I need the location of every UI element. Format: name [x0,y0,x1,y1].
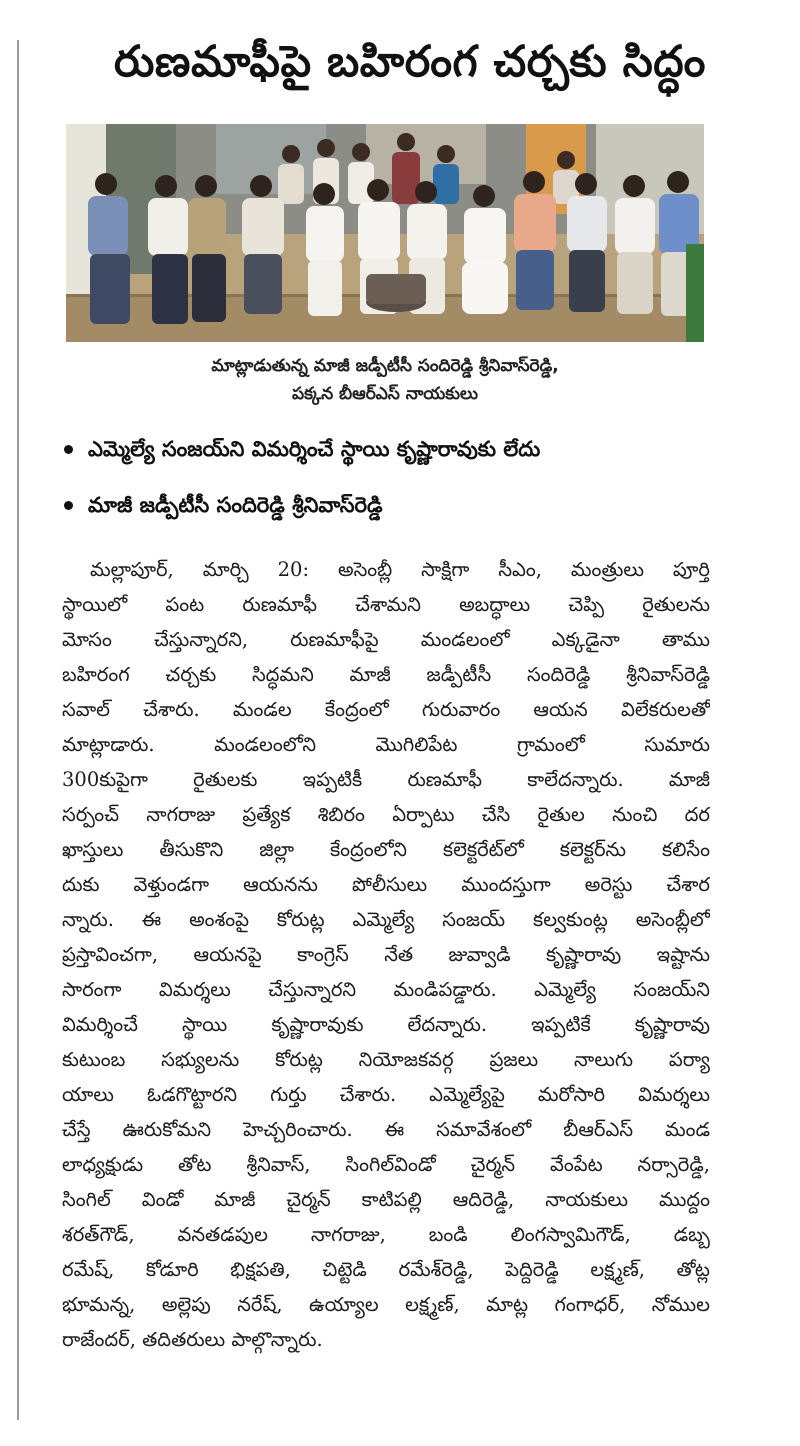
article-line: మోసం చేస్తున్నారని, రుణమాఫీపై మండలంలో ఎక్కడైనా తాము [62,628,710,651]
article-line: భూమన్న, అల్లెపు నరేష్, ఉయ్యాల లక్ష్మణ్, మాట్ల గంగాధర్, నోముల [62,1293,710,1316]
highlight-list [58,432,778,544]
article-line: విమర్శించే స్థాయి కృష్ణారావుకు లేదన్నారు. ఇప్పటికే కృష్ణారావు [62,1013,710,1036]
article-line: సవాల్ చేశారు. మండల కేంద్రంలో గురువారం ఆయన విలేకరులతో [62,698,710,721]
highlight-item: ఎమ్మెల్యే సంజయ్‌ని విమర్శించే స్థాయి కృష్ణారావుకు లేదు [58,432,778,488]
article-line: రమేష్, కోడూరి భిక్షపతి, చిట్టెడి రమేశ్‌రెడ్డి, పెద్దిరెడ్డి లక్ష్మణ్, తోట్ల [62,1258,710,1281]
article-line: దుకు వెళ్తుండగా ఆయనను పోలీసులు ముందస్తుగా అరెస్టు చేశార [62,873,710,896]
article-line: లాధ్యక్షుడు తోట శ్రీనివాస్, సింగిల్‌విండో చైర్మన్ వేంపేట నర్సారెడ్డి, [62,1153,710,1176]
photo-caption [66,352,704,408]
caption-line: పక్కన బీఆర్‌ఎస్ నాయకులు [292,384,478,404]
article-line: యాలు ఓడగొట్టారని గుర్తు చేశారు. ఎమ్మెల్యేపై మరోసారి విమర్శలు [62,1083,710,1106]
caption-line: మాట్లాడుతున్న మాజీ జడ్పీటీసీ సందిరెడ్డి శ్రీనివాస్‌రెడ్డి, [211,356,559,376]
headline: రుణమాఫీపై బహిరంగ చర్చకు సిద్ధం [114,37,706,87]
article-line: సారంగా విమర్శలు చేస్తున్నారని మండిపడ్డారు. ఎమ్మెల్యే సంజయ్‌ని [62,978,710,1001]
article-line: బహిరంగ చర్చకు సిద్ధమని మాజీ జడ్పీటీసీ సందిరెడ్డి శ్రీనివాస్‌రెడ్డి [62,663,710,686]
article-line: శరత్‌గౌడ్, వనతడపుల నాగరాజు, బండి లింగస్వామిగౌడ్, డబ్బ [62,1223,710,1246]
article-line: కుటుంబ సభ్యులను కోరుట్ల నియోజకవర్గ ప్రజలు నాలుగు పర్యా [62,1048,710,1071]
article-line: సింగిల్ విండో మాజీ చైర్మన్ కాటిపల్లి ఆదిరెడ్డి, నాయకులు ముద్దం [62,1188,710,1211]
article-line: చేస్తే ఊరుకోమని హెచ్చరించారు. ఈ సమావేశంలో బీఆర్‌ఎస్ మండ [62,1118,710,1141]
article-line: మల్లాపూర్, మార్చి 20: అసెంబ్లీ సాక్షిగా సీఎం, మంత్రులు పూర్తి [90,558,710,581]
news-photo [66,124,704,342]
article-line: రాజేందర్, తదితరులు పాల్గొన్నారు. [62,1328,323,1351]
highlight-item: మాజీ జడ్పీటీసీ సందిరెడ్డి శ్రీనివాస్‌రెడ్డి [58,488,778,544]
article-line: సర్పంచ్ నాగరాజు ప్రత్యేక శిబిరం ఏర్పాటు చేసి రైతుల నుంచి దర [62,803,710,826]
article-line: మాట్లాడారు. మండలంలోని మొగిలిపేట గ్రామంలో సుమారు [62,733,710,756]
column-rule [17,40,19,1420]
article-line: ఖాస్తులు తీసుకొని జిల్లా కేంద్రంలోని కలెక్టరేట్‌లో కలెక్టర్‌ను కలిసేం [62,838,710,861]
article-line: 300కుపైగా రైతులకు ఇప్పటికీ రుణమాఫీ కాలేదన్నారు. మాజీ [62,768,710,791]
article-line: ప్రస్తావించగా, ఆయనపై కాంగ్రెస్ నేత జువ్వాడి కృష్ణారావు ఇష్టాను [62,943,710,966]
article-line: స్థాయిలో పంట రుణమాఫీ చేశామని అబద్ధాలు చెప్పి రైతులను [62,593,710,616]
article-body [62,552,710,1357]
article-line: న్నారు. ఈ అంశంపై కోరుట్ల ఎమ్మెల్యే సంజయ్ కల్వకుంట్ల అసెంబ్లీలో [62,908,710,931]
